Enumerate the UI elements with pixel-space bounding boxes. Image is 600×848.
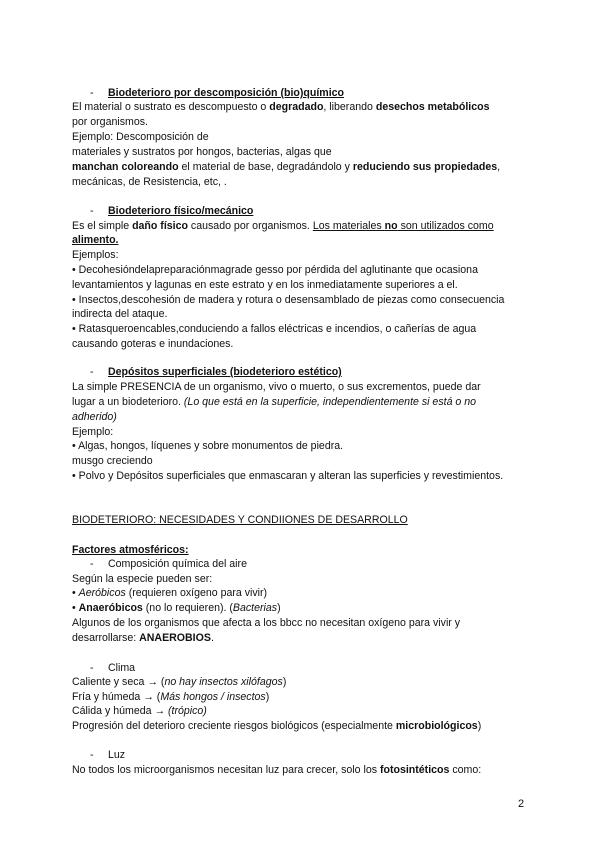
section-heading: Biodeterioro por descomposición (bio)químico	[108, 87, 345, 99]
paragraph-line: mecánicas, de Resistencia, etc, .	[72, 176, 227, 188]
paragraph-line: por organismos.	[72, 116, 148, 128]
paragraph-line: desarrollarse: ANAEROBIOS.	[72, 632, 214, 644]
paragraph-line: • Algas, hongos, líquenes y sobre monumentos de piedra.	[72, 440, 344, 452]
paragraph-line: levantamientos y lagunas en este estrato y en los inmediatamente superiores a el.	[72, 279, 458, 291]
bullet-dash: -	[90, 662, 94, 674]
paragraph-line: Es el simple daño físico causado por organismos. Los materiales no son utilizados como	[72, 220, 494, 232]
paragraph-line: Progresión del deterioro creciente riesgos biológicos (especialmente microbiológicos)	[72, 720, 482, 732]
paragraph-line: alimento.	[72, 234, 119, 246]
bullet-dash: -	[90, 87, 94, 99]
paragraph-line: lugar a un biodeterioro. (Lo que está en la superficie, independientemente si está o no	[72, 396, 477, 408]
paragraph-line: causando goteras e inundaciones.	[72, 338, 234, 350]
paragraph-line: Algunos de los organismos que afecta a los bbcc no necesitan oxígeno para vivir y	[72, 617, 461, 629]
paragraph-line: • Insectos,descohesión de madera y rotura o desensamblado de piezas como consecuencia	[72, 294, 505, 306]
bullet-dash: -	[90, 558, 94, 570]
paragraph-line: Ejemplo:	[72, 426, 114, 438]
bullet-dash: -	[90, 749, 94, 761]
bullet-dash: -	[90, 366, 94, 378]
paragraph-line: Ejemplos:	[72, 249, 119, 261]
bullet-dash: -	[90, 205, 94, 217]
paragraph-line: musgo creciendo	[72, 455, 153, 467]
paragraph-line: • Polvo y Depósitos superficiales que enmascaran y alteran las superficies y revestimientos.	[72, 470, 504, 482]
paragraph-line: El material o sustrato es descompuesto o degradado, liberando desechos metabólicos	[72, 101, 490, 113]
paragraph-line: • Aeróbicos (requieren oxígeno para vivir)	[72, 587, 268, 599]
paragraph-line: Fría y húmeda → (Más hongos / insectos)	[72, 691, 270, 703]
section-heading: Depósitos superficiales (biodeterioro estético)	[108, 366, 342, 378]
paragraph-line: No todos los microorganismos necesitan luz para crecer, solo los fotosintéticos como:	[72, 764, 482, 776]
paragraph-line: • Decohesióndelapreparaciónmagrade gesso por pérdida del aglutinante que ocasiona	[72, 264, 478, 276]
paragraph-line: materiales y sustratos por hongos, bacterias, algas que	[72, 146, 332, 158]
paragraph-line: indirecta del ataque.	[72, 308, 168, 320]
paragraph-line: adherido)	[72, 411, 117, 423]
paragraph-line: • Ratasqueroencables,conduciendo a fallos eléctricas e incendios, o cañerías de agua	[72, 323, 477, 335]
paragraph-line: manchan coloreando el material de base, degradándolo y reduciendo sus propiedades,	[72, 161, 501, 173]
list-item-heading: Luz	[108, 749, 126, 761]
paragraph-line: Ejemplo: Descomposición de	[72, 131, 209, 143]
paragraph-line: • Anaeróbicos (no lo requieren). (Bacterias)	[72, 602, 281, 614]
subsection-heading: Factores atmosféricos:	[72, 544, 189, 556]
chapter-title: BIODETERIORO: NECESIDADES Y CONDIIONES DE DESARROLLO	[72, 514, 408, 526]
list-item-heading: Clima	[108, 662, 136, 674]
section-heading: Biodeterioro físico/mecánico	[108, 205, 254, 217]
paragraph-line: Según la especie pueden ser:	[72, 573, 213, 585]
page-number: 2	[518, 798, 525, 810]
list-item-heading: Composición química del aire	[108, 558, 247, 570]
paragraph-line: La simple PRESENCIA de un organismo, vivo o muerto, o sus excrementos, puede dar	[72, 381, 481, 393]
paragraph-line: Caliente y seca → (no hay insectos xilófagos)	[72, 676, 287, 688]
paragraph-line: Cálida y húmeda → (trópico)	[72, 705, 207, 717]
